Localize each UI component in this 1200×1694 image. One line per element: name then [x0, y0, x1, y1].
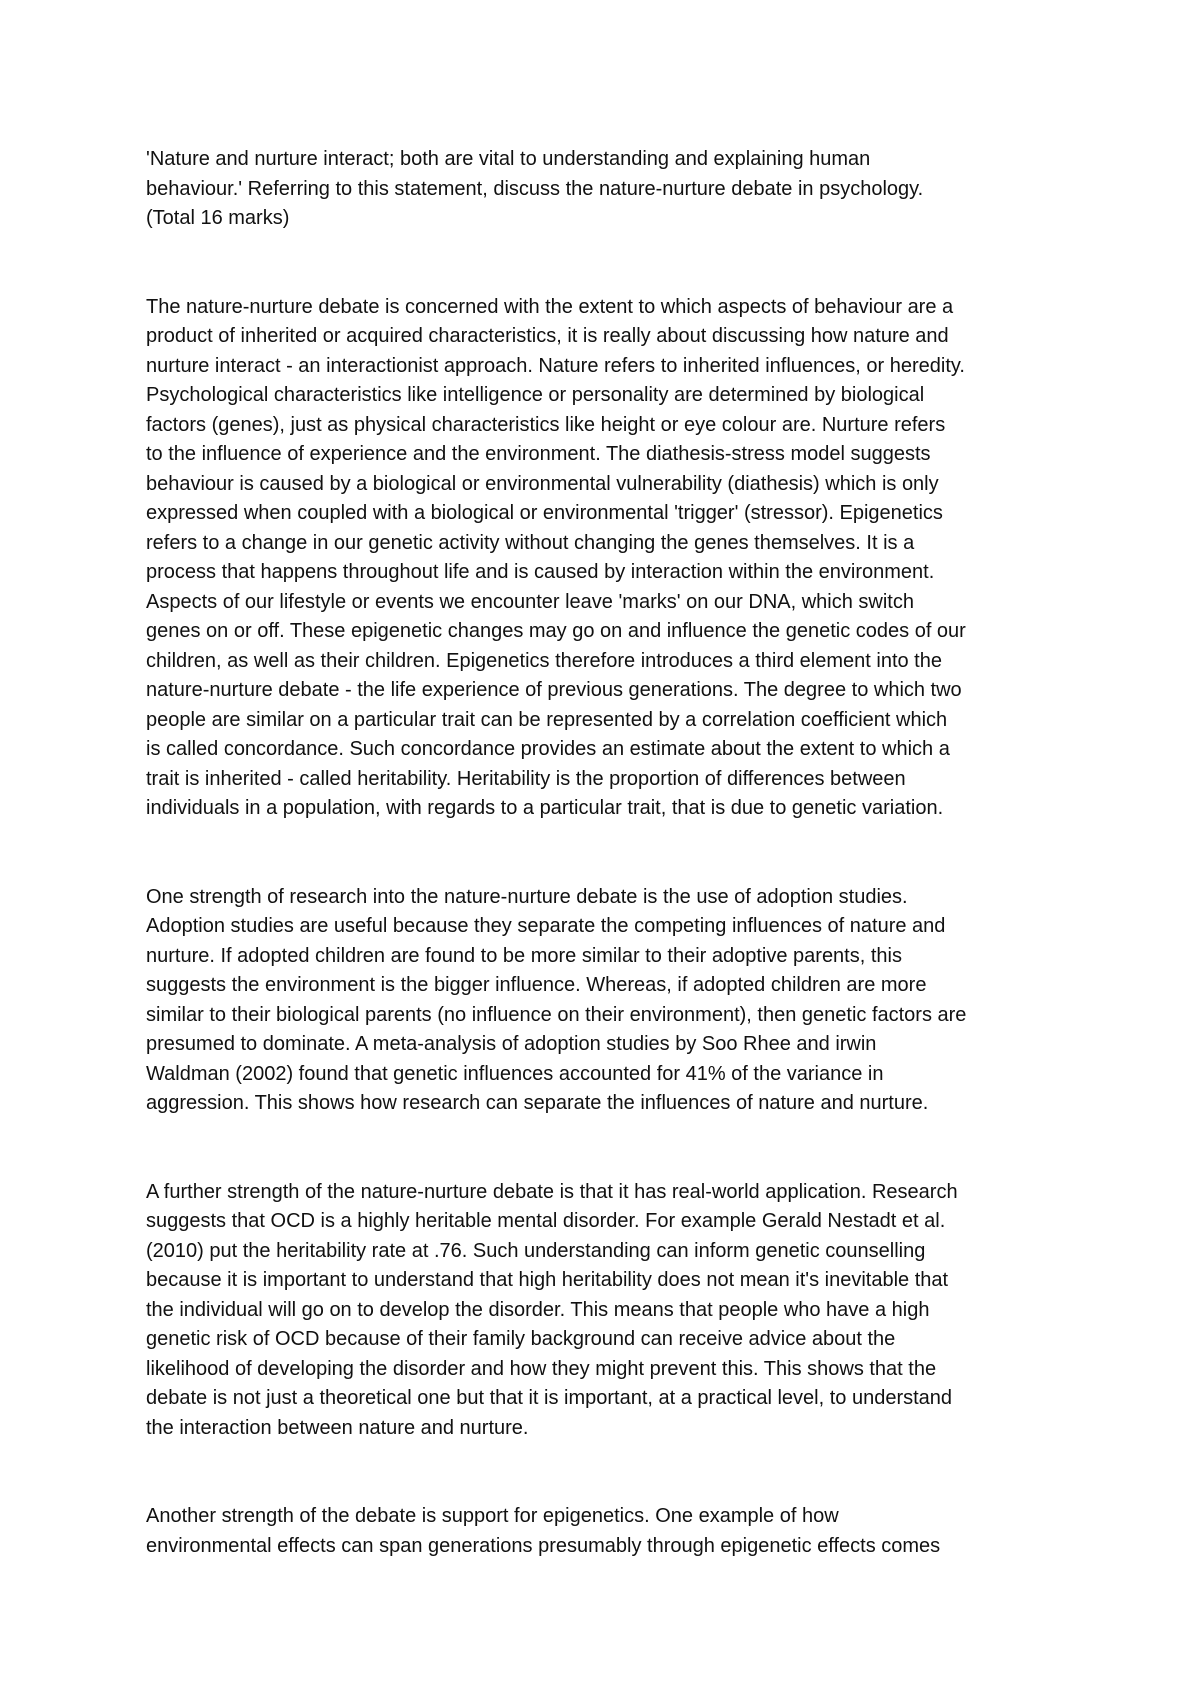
paragraph-adoption-studies: One strength of research into the nature-nurture debate is the use of adoption studies. Adoption studies are useful because they separate the competing influences of nature and nurture. If adopted children are found to be more similar to their adoptive parents, this suggests the environment is the bigger influence. Whereas, if adopted children are more similar to their biological parents (no influence on their environment), then genetic factors are presumed to dominate. A meta-analysis of adoption studies by Soo Rhee and irwin Waldman (2002) found that genetic influences accounted for 41% of the variance in aggression. This shows how research can separate the influences of nature and nurture. — [146, 885, 967, 1114]
paragraph-real-world-application: A further strength of the nature-nurture debate is that it has real-world application. Research suggests that OCD is a highly heritable mental disorder. For example Gerald Nestadt et al. (2010) put the heritability rate at .76. Such understanding can inform genetic counselling because it is important to understand that high heritability does not mean it's inevitable that the individual will go on to develop the disorder. This means that people who have a high genetic risk of OCD because of their family background can receive advice about the likelihood of developing the disorder and how they might prevent this. This shows that the debate is not just a theoretical one but that it is important, at a practical level, to understand the interaction between nature and nurture. — [146, 1180, 958, 1439]
essay-question: 'Nature and nurture interact; both are vital to understanding and explaining human behaviour.' Referring to this statement, discuss the nature-nurture debate in psychology. (Total 16 marks) — [146, 148, 924, 229]
paragraph-introduction: The nature-nurture debate is concerned with the extent to which aspects of behaviour are a product of inherited or acquired characteristics, it is really about discussing how nature and nurture interact - an interactionist approach. Nature refers to inherited influences, or heredity. Psychological characteristics like intelligence or personality are determined by biological factors (genes), just as physical characteristics like height or eye colour are. Nurture refers to the influence of experience and the environment. The diathesis-stress model suggests behaviour is caused by a biological or environmental vulnerability (diathesis) which is only expressed when coupled with a biological or environmental 'trigger' (stressor). Epigenetics refers to a change in our genetic activity without changing the genes themselves. It is a process that happens throughout life and is caused by interaction within the environment. Aspects of our lifestyle or events we encounter leave 'marks' on our DNA, which switch genes on or off. These epigenetic changes may go on and influence the genetic codes of our children, as well as their children. Epigenetics therefore introduces a third element into the nature-nurture debate - the life experience of previous generations. The degree to which two people are similar on a particular trait can be represented by a correlation coefficient which is called concordance. Such concordance provides an estimate about the extent to which a trait is inherited - called heritability. Heritability is the proportion of differences between individuals in a population, with regards to a particular trait, that is due to genetic variation. — [146, 295, 966, 819]
document-body — [146, 145, 1076, 1561]
paragraph-epigenetics: Another strength of the debate is support for epigenetics. One example of how environmental effects can span generations presumably through epigenetic effects comes — [146, 1505, 941, 1557]
